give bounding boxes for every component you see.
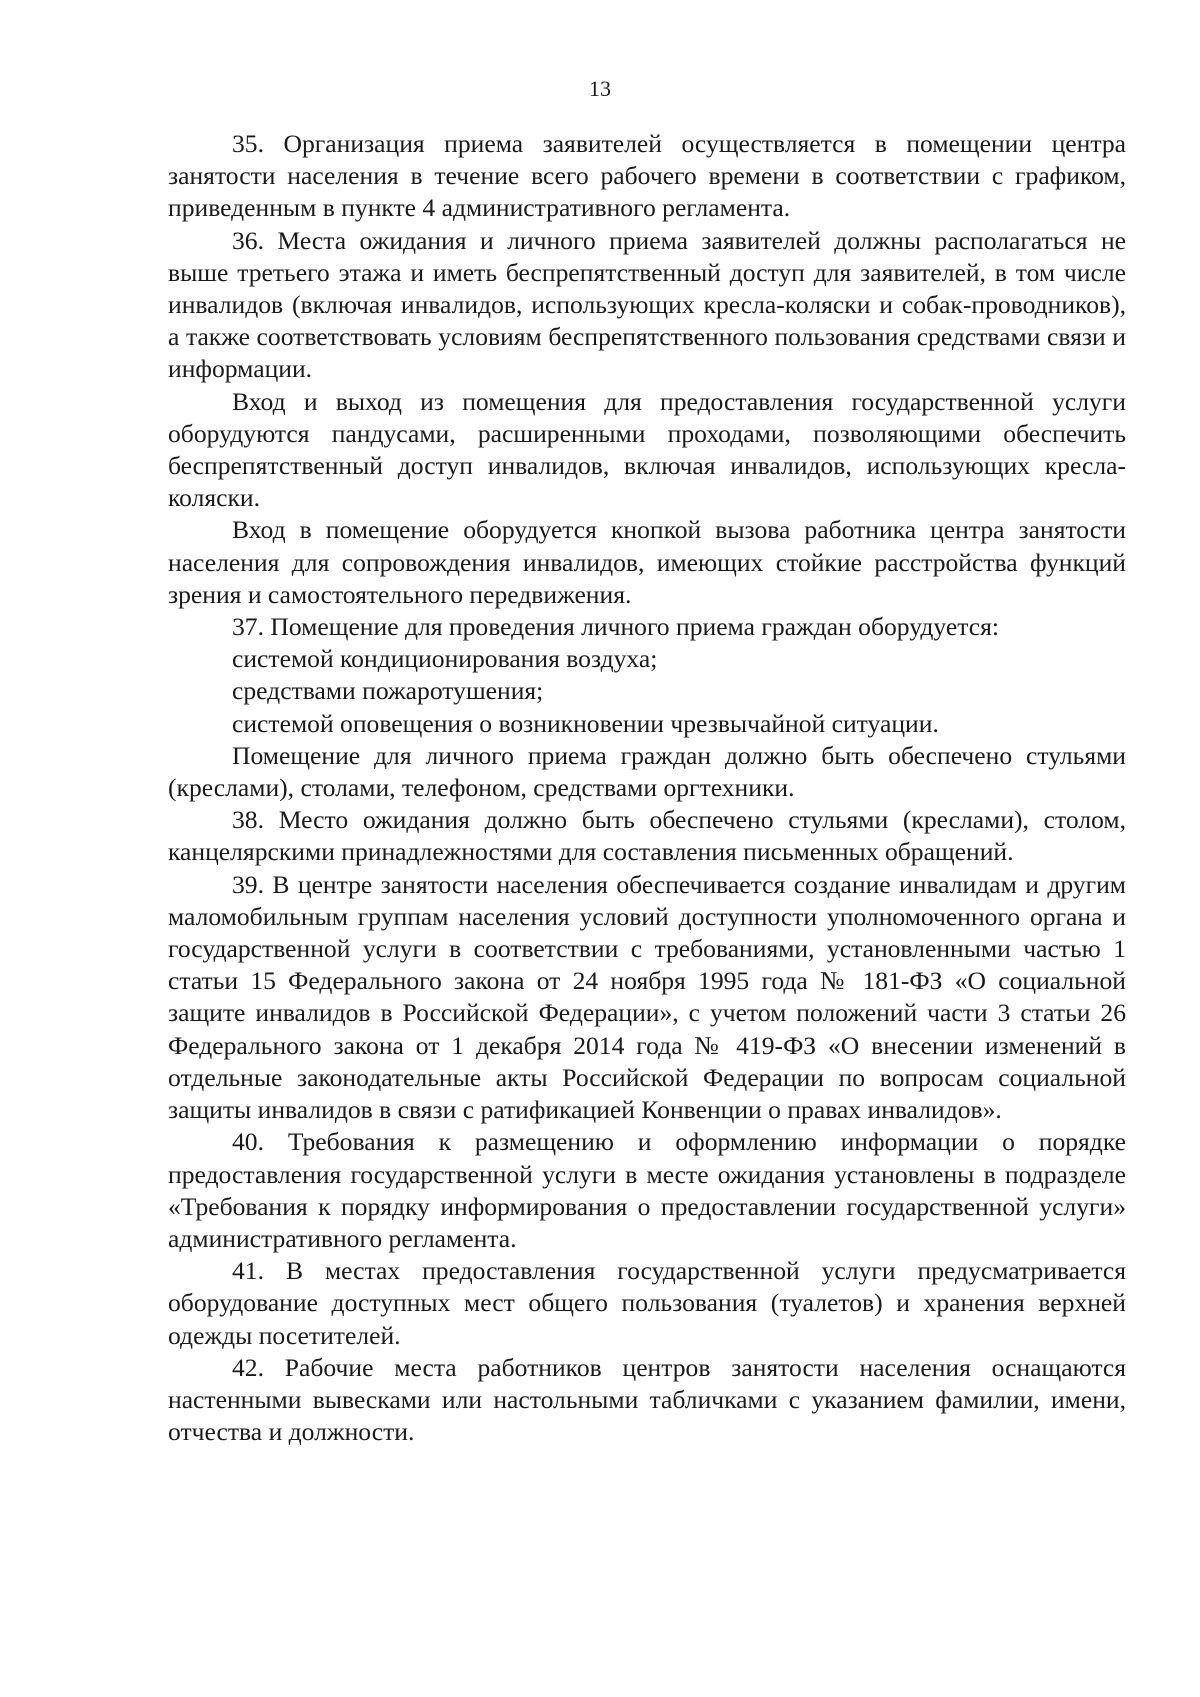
paragraph-41: 41. В местах предоставления государственной услуги предусматривается оборудование доступных мест общего пользования (туалетов) и хранения верхней одежды посетителей.	[168, 1256, 1126, 1350]
paragraph-37: 37. Помещение для проведения личного приема граждан оборудуется:	[232, 612, 999, 642]
list-item-emergency-alert: системой оповещения о возникновении чрезвычайной ситуации.	[232, 708, 939, 738]
paragraph-38: 38. Место ожидания должно быть обеспечено стульями (креслами), столом, канцелярскими принадлежностями для составления письменных обращений.	[168, 805, 1126, 867]
page-number: 13	[589, 76, 611, 101]
paragraph-36-entrance-exit: Вход и выход из помещения для предоставления государственной услуги оборудуются пандусами, расширенными проходами, позволяющими обеспечить беспрепятственный доступ инвалидов, включая инвалидов, использующих кресла-коляски.	[168, 386, 1126, 513]
paragraph-35: 35. Организация приема заявителей осуществляется в помещении центра занятости населения в течение всего рабочего времени в соответствии с графиком, приведенным в пункте 4 административного регламента.	[168, 129, 1126, 223]
paragraph-40: 40. Требования к размещению и оформлению информации о порядке предоставления государственной услуги в месте ожидания установлены в подразделе «Требования к порядку информирования о предоставлении государственной услуги» административного регламента.	[168, 1127, 1126, 1253]
paragraph-42: 42. Рабочие места работников центров занятости населения оснащаются настенными вывесками или настольными табличками с указанием фамилии, имени, отчества и должности.	[168, 1352, 1126, 1447]
document-body	[168, 128, 1126, 1448]
paragraph-36-call-button: Вход в помещение оборудуется кнопкой вызова работника центра занятости населения для сопровождения инвалидов, имеющих стойкие расстройства функций зрения и самостоятельного передвижения.	[168, 515, 1126, 609]
paragraph-36: 36. Места ожидания и личного приема заявителей должны располагаться не выше третьего этажа и иметь беспрепятственный доступ для заявителей, в том числе инвалидов (включая инвалидов, использующих кресла-коляски и собак-проводников), а также соответствовать условиям беспрепятственного пользования средствами связи и информации.	[168, 225, 1126, 384]
list-item-air-conditioning: системой кондиционирования воздуха;	[232, 644, 658, 674]
paragraph-37-equipment: Помещение для личного приема граждан должно быть обеспечено стульями (креслами), столами, телефоном, средствами оргтехники.	[168, 740, 1126, 803]
list-item-fire-extinguishing: средствами пожаротушения;	[232, 676, 544, 706]
paragraph-39: 39. В центре занятости населения обеспечивается создание инвалидам и другим маломобильным группам населения условий доступности уполномоченного органа и государственной услуги в соответствии с требованиями, установленными частью 1 статьи 15 Федерального закона от 24 ноября 1995 года № 181-ФЗ «О социальной защите инвалидов в Российской Федерации», с учетом положений части 3 статьи 26 Федерального закона от 1 декабря 2014 года № 419-ФЗ «О внесении изменений в отдельные законодательные акты Российской Федерации по вопросам социальной защиты инвалидов в связи с ратификацией Конвенции о правах инвалидов».	[168, 869, 1126, 1125]
